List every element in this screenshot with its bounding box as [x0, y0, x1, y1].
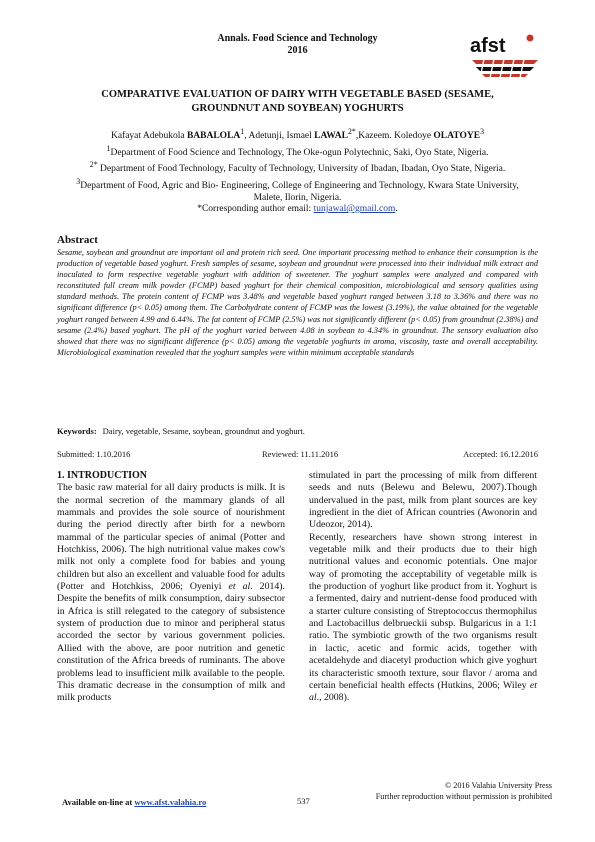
author-olatoye: OLATOYE	[433, 131, 481, 142]
abstract-heading: Abstract	[57, 234, 98, 246]
section-heading-introduction: 1. INTRODUCTION	[57, 470, 148, 481]
body-column-left	[57, 470, 285, 705]
keywords-text: Dairy, vegetable, Sesame, soybean, groundnut and yoghurt.	[102, 426, 305, 436]
corresponding-email-link[interactable]: tunjawal@gmail.com	[313, 204, 396, 215]
page-number: 537	[297, 796, 310, 806]
copyright-line: © 2016 Valahia University Press	[444, 781, 552, 790]
paragraph: Recently, researchers have shown strong interest in vegetable milk and their products due to their high nutritional values and economic potentials. One major way of promoting the acceptability of vegetable milk is the production of yoghurt like product from it. Yoghurt is a fermented, dairy and nutrient-dense food produced with a starter culture consisting of Streptococcus thermophilus and Lactobacillus delbrueckii subsp. Bulgaricus in a 1:1 ratio. The symbiotic growth of the two organisms result in lactic, acetic and formic acids, together with acetaldehyde and diacetyl production which give yoghurt its characteristic smooth texture, sour flavor / aroma and certain beneficial health effects (Hutkins, 2006; Wiley et al., 2008).	[309, 531, 537, 704]
affiliation-1: $^1$Department of Food Science and Technology, The Oke-ogun Polytechnic, Saki, Oyo State, Nigeria.	[106, 143, 489, 158]
reviewed-date: Reviewed: 11.11.2016	[262, 449, 339, 459]
author-lawal: LAWAL	[314, 131, 348, 142]
affiliation-3: $^3$Department of Food, Agric and Bio- Engineering, College of Engineering and Technology, Kwara State University,	[76, 176, 519, 192]
submitted-date: Submitted: 1.10.2016	[57, 449, 131, 459]
title-line-1: COMPARATIVE EVALUATION OF DAIRY WITH VEGETABLE BASED (SESAME,	[101, 89, 494, 100]
paper-title	[45, 88, 550, 115]
keywords-label: Keywords:	[57, 426, 97, 436]
corresponding-author: *Corresponding author email: tunjawal@gmail.com.	[197, 204, 398, 215]
accepted-date: Accepted: 16.12.2016	[463, 449, 538, 459]
author-block	[40, 126, 555, 216]
footer-copyright	[300, 781, 552, 802]
author-babalola: BABALOLA	[186, 131, 241, 142]
paragraph: stimulated in part the processing of milk from different seeds and nuts (Belewu and Belewu, 2007).Though undervalued in the past, milk from plant sources are key ingredient in the diet of African countries (Awonorin and Udeozor, 2014).	[309, 470, 537, 531]
paragraph: The basic raw material for all dairy products is milk. It is the normal secretion of the mammary glands of all mammals and provides the sole source of nourishment during the period directly after birth for a newborn mammal of the particular species of animal (Potter and Hotchkiss, 2006). The high nutritional value makes cow's milk not only a complete food for babies and young children but also an excellent and valuable food for adults (Potter and Hotchkiss, 2006; Oyeniyi et al. 2014). Despite the benefits of milk consumption, dairy subsector in Africa is still relegated to the category of subsistence system of production due to minor and peripheral status accorded the sector by various government policies. Allied with the above, are poor nutrition and genetic constitution of the Africa breeds of ruminants. The above problems lead to insufficient milk available to the people. This dramatic decrease in the consumption of milk and milk products	[57, 482, 285, 704]
journal-logo	[468, 30, 543, 80]
author-list: Kafayat Adebukola BABALOLA$^1$, Adetunji, Ismael $LAWAL^{2*},Kazeem$. Koledoye OLATOYE$^3$	[110, 127, 485, 142]
body-column-right	[309, 470, 537, 705]
affiliation-2: $^{2*}$ Department of Food Technology, Faculty of Technology, University of Ibadan, Ibadan, Oyo State, Nigeria.	[89, 160, 506, 175]
journal-name: Annals. Food Science and Technology	[217, 33, 378, 44]
logo-text: afst	[470, 35, 506, 57]
title-line-2: GROUNDNUT AND SOYBEAN) YOGHURTS	[191, 102, 404, 114]
journal-year: 2016	[287, 45, 308, 56]
rights-line: Further reproduction without permission is prohibited	[375, 791, 552, 801]
keywords	[57, 426, 305, 436]
affiliation-3-cont: Malete, Ilorin, Nigeria.	[253, 192, 342, 203]
journal-website-link[interactable]: www.afst.valahia.ro	[134, 797, 207, 807]
footer-availability: Available on-line at www.afst.valahia.ro	[62, 797, 207, 807]
abstract-text: Sesame, soybean and groundnut are important oil and protein rich seed. One important processing method to enhance their consumption is the production of vegetable based yoghurt. Fresh samples of sesame, soybean and groundnut were processed into their individual milk extract and inoculated to form respective vegetable yoghurt with addition of sweetener. The yoghurt samples were analyzed and compared with reconstituted full cream milk powder (FCMP) based yoghurt for their chemical composition, microbiological and sensory qualities using standard methods. The protein content of FCMP was 3.48% and vegetable based yoghurt ranged between 3.18 to 3.36% and there was no significant difference (p< 0.05) among them. The Carbohydrate content of FCMP was the lowest (3.19%), the value obtained for the vegetable yoghurt ranged between 4.99 and 6.44%. The fat content of FCMP (2.5%) was not significantly different (p< 0.05) from groundnut (2.38%) and sesame (2.4%) based yoghurt. The pH of the yoghurt varied between 4.08 in soybean to 4.34% in groundnut. The sensory evaluation also showed that there was no significant difference (p< 0.05) among the vegetable yoghurts in aroma, viscosity, taste and overall acceptability. Microbiological examination revealed that the yoghurt samples were within minimum acceptable standards	[57, 248, 538, 357]
